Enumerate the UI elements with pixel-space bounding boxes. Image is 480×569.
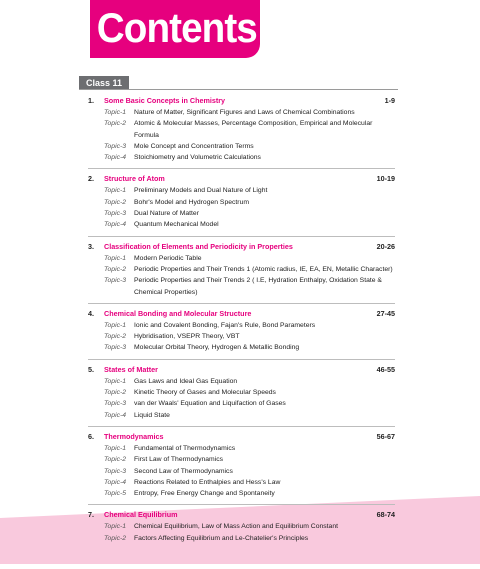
class-divider xyxy=(79,89,398,90)
topic-label: Topic-1 xyxy=(104,377,127,385)
topic-label: Topic-3 xyxy=(104,344,127,352)
topic-item xyxy=(88,488,395,499)
topic-item xyxy=(88,264,395,275)
topic-text: Quantum Mechanical Model xyxy=(134,221,219,229)
chapter-entry xyxy=(88,240,395,298)
chapter-entry xyxy=(88,508,395,544)
topic-text: van der Waals' Equation and Liquifaction of Gases xyxy=(134,400,286,408)
chapter-number: 7. xyxy=(88,510,94,520)
chapter-entry xyxy=(88,363,395,421)
chapter-heading xyxy=(88,240,395,253)
class-badge: Class 11 xyxy=(79,76,129,90)
chapter-number: 5. xyxy=(88,364,94,374)
chapter-divider xyxy=(88,426,395,427)
topic-text: Hybridisation, VSEPR Theory, VBT xyxy=(134,333,240,341)
chapter-page-range: 20-26 xyxy=(376,241,395,251)
topic-text: Mole Concept and Concentration Terms xyxy=(134,142,254,150)
topic-text: Preliminary Models and Dual Nature of Light xyxy=(134,187,268,195)
topic-text: Factors Affecting Equilibrium and Le-Chatelier's Principles xyxy=(134,534,309,542)
topic-text: Periodic Properties and Their Trends 1 (Atomic radius, IE, EA, EN, Metallic Character) xyxy=(134,265,393,273)
topic-label: Topic-4 xyxy=(104,478,127,486)
chapter-number: 1. xyxy=(88,96,94,105)
chapter-title[interactable]: Thermodynamics xyxy=(104,431,164,441)
chapter-heading xyxy=(88,307,395,320)
topic-label: Topic-5 xyxy=(104,490,127,498)
chapter-title[interactable]: States of Matter xyxy=(104,364,158,374)
chapter-heading xyxy=(88,94,395,107)
chapter-heading xyxy=(88,172,395,185)
topic-label: Topic-1 xyxy=(104,523,127,531)
contents-banner xyxy=(90,0,260,58)
topic-text: Molecular Orbital Theory, Hydrogen & Metallic Bonding xyxy=(134,344,300,352)
chapter-title[interactable]: Structure of Atom xyxy=(104,174,165,184)
chapter-divider xyxy=(88,359,395,360)
topic-label: Topic-2 xyxy=(104,198,127,206)
topic-item xyxy=(88,398,395,409)
chapter-entry xyxy=(88,94,395,163)
chapter-entry xyxy=(88,430,395,499)
chapter-page-range: 68-74 xyxy=(376,510,395,520)
topic-label: Topic-1 xyxy=(104,321,127,329)
topic-item xyxy=(88,533,395,544)
topic-item xyxy=(88,253,395,264)
chapter-title[interactable]: Chemical Equilibrium xyxy=(104,510,178,520)
topic-item xyxy=(88,387,395,398)
topic-text: Dual Nature of Matter xyxy=(134,210,199,218)
chapter-page-range: 1-9 xyxy=(384,96,395,105)
topic-label: Topic-3 xyxy=(104,210,127,218)
topic-text: Atomic & Molecular Masses, Percentage Composition, Empirical and Molecular Formula xyxy=(134,120,373,139)
topic-text: Chemical Equilibrium, Law of Mass Action and Equilibrium Constant xyxy=(134,523,338,531)
topic-item xyxy=(88,331,395,342)
topic-text: Fundamental of Thermodynamics xyxy=(134,444,236,452)
topic-item xyxy=(88,466,395,477)
chapter-number: 6. xyxy=(88,431,94,441)
topic-item xyxy=(88,219,395,230)
chapter-page-range: 27-45 xyxy=(376,308,395,318)
topic-text: Ionic and Covalent Bonding, Fajan's Rule, Bond Parameters xyxy=(134,321,316,329)
topic-text: Kinetic Theory of Gases and Molecular Speeds xyxy=(134,389,276,397)
topic-text: Stoichiometry and Volumetric Calculations xyxy=(134,154,261,162)
topic-text: Liquid State xyxy=(134,411,170,419)
page-title: Contents xyxy=(96,4,257,51)
topic-label: Topic-3 xyxy=(104,142,127,150)
chapter-divider xyxy=(88,236,395,237)
topic-label: Topic-3 xyxy=(104,467,127,475)
topic-text: First Law of Thermodynamics xyxy=(134,456,224,464)
topic-item xyxy=(88,208,395,219)
chapter-heading xyxy=(88,430,395,443)
topic-text: Second Law of Thermodynamics xyxy=(134,467,233,475)
chapter-heading xyxy=(88,363,395,376)
topic-label: Topic-2 xyxy=(104,333,127,341)
topic-text: Reactions Related to Enthalpies and Hess's Law xyxy=(134,478,281,486)
topic-label: Topic-1 xyxy=(104,444,127,452)
chapter-number: 3. xyxy=(88,241,94,251)
topic-item xyxy=(88,477,395,488)
topic-label: Topic-3 xyxy=(104,277,127,285)
topic-text: Gas Laws and Ideal Gas Equation xyxy=(134,377,238,385)
topic-text: Entropy, Free Energy Change and Spontaneity xyxy=(134,490,275,498)
topic-label: Topic-4 xyxy=(104,221,127,229)
topic-label: Topic-4 xyxy=(104,154,127,162)
topic-text: Periodic Properties and Their Trends 2 ( I.E, Hydration Enthalpy, Oxidation State & Chemical Properties) xyxy=(134,277,382,296)
topic-text: Modern Periodic Table xyxy=(134,254,202,262)
topic-label: Topic-3 xyxy=(104,400,127,408)
chapter-divider xyxy=(88,168,395,169)
topic-item xyxy=(88,197,395,208)
topic-item xyxy=(88,376,395,387)
chapter-title[interactable]: Classification of Elements and Periodicity in Properties xyxy=(104,241,293,251)
chapter-title[interactable]: Chemical Bonding and Molecular Structure xyxy=(104,308,252,318)
chapter-divider xyxy=(88,504,395,505)
topic-label: Topic-1 xyxy=(104,109,127,116)
topic-label: Topic-4 xyxy=(104,411,127,419)
topic-item xyxy=(88,410,395,421)
table-of-contents xyxy=(0,94,480,549)
topic-item xyxy=(88,275,395,298)
topic-label: Topic-2 xyxy=(104,534,127,542)
topic-item xyxy=(88,141,395,152)
topic-text: Nature of Matter, Significant Figures and Laws of Chemical Combinations xyxy=(134,109,355,116)
topic-label: Topic-2 xyxy=(104,120,127,128)
topic-item xyxy=(88,185,395,196)
topic-label: Topic-1 xyxy=(104,187,127,195)
topic-item xyxy=(88,521,395,532)
chapter-entry xyxy=(88,307,395,354)
topic-label: Topic-1 xyxy=(104,254,127,262)
topic-label: Topic-2 xyxy=(104,389,127,397)
topic-item xyxy=(88,320,395,331)
chapter-number: 2. xyxy=(88,174,94,184)
topic-item xyxy=(88,443,395,454)
chapter-page-range: 10-19 xyxy=(376,174,395,184)
topic-item xyxy=(88,152,395,163)
chapter-entry xyxy=(88,172,395,230)
topic-label: Topic-2 xyxy=(104,456,127,464)
topic-text: Bohr's Model and Hydrogen Spectrum xyxy=(134,198,250,206)
topic-item xyxy=(88,454,395,465)
chapter-heading xyxy=(88,508,395,521)
chapter-page-range: 56-67 xyxy=(376,431,395,441)
topic-item xyxy=(88,107,395,118)
topic-item xyxy=(88,118,395,141)
chapter-divider xyxy=(88,303,395,304)
chapter-page-range: 46-55 xyxy=(376,364,395,374)
topic-item xyxy=(88,342,395,353)
chapter-title[interactable]: Some Basic Concepts in Chemistry xyxy=(104,96,226,105)
chapter-number: 4. xyxy=(88,308,94,318)
topic-label: Topic-2 xyxy=(104,265,127,273)
